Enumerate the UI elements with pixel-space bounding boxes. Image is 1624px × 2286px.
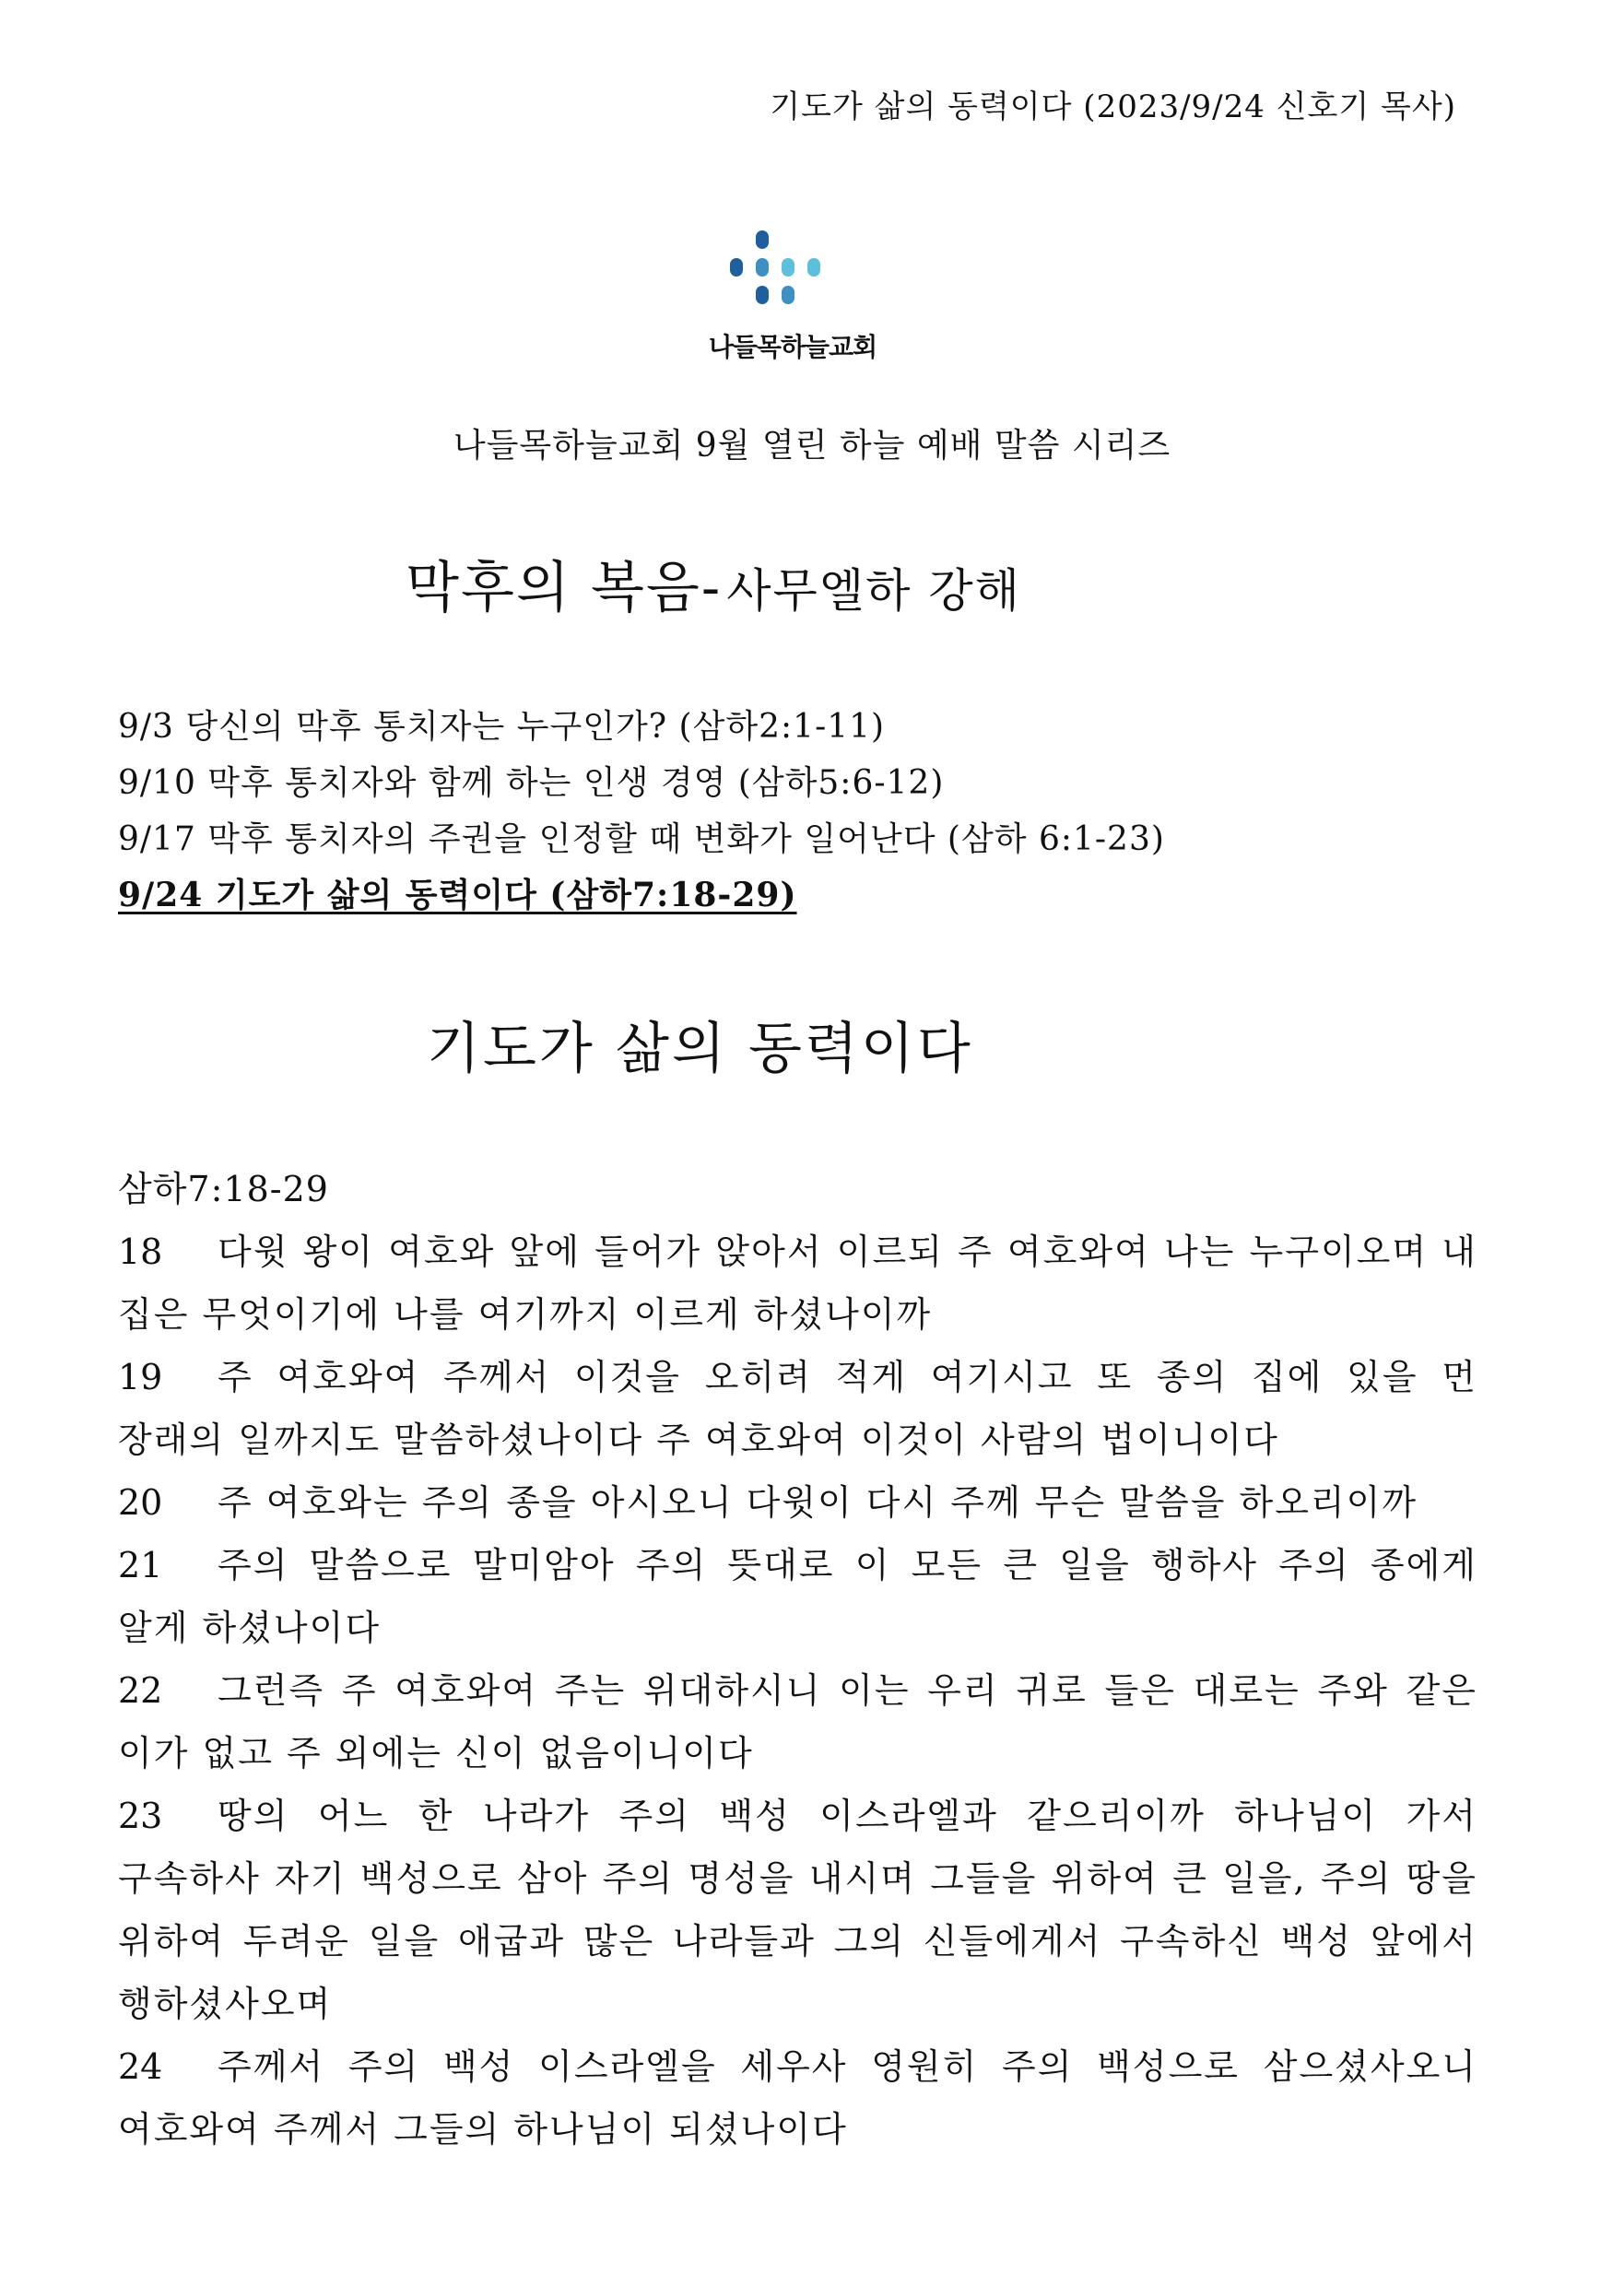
verse xyxy=(118,1346,1477,1471)
verse-number: 22 xyxy=(118,1670,163,1711)
verse xyxy=(118,2035,1477,2161)
scripture-reference: 삼하7:18-29 xyxy=(118,1169,329,1209)
verse-number: 19 xyxy=(118,1357,163,1397)
verse xyxy=(118,1534,1477,1659)
church-logo xyxy=(691,230,931,369)
verse-number: 20 xyxy=(118,1482,163,1523)
verse xyxy=(118,1785,1477,2035)
sermon-list-item: 9/3 당신의 막후 통치자는 누구인가? (삼하2:1-11) xyxy=(118,708,886,746)
sermon-list-item: 9/10 막후 통치자와 함께 하는 인생 경영 (삼하5:6-12) xyxy=(118,764,945,802)
logo-dot xyxy=(782,286,794,304)
verse-number: 18 xyxy=(118,1231,163,1272)
scripture-passage xyxy=(118,1158,1477,2161)
logo-dot xyxy=(756,258,769,277)
logo-dot xyxy=(782,258,794,277)
verse-text: 주의 말씀으로 말미암아 주의 뜻대로 이 모든 큰 일을 행하사 주의 종에게 알게 하셨나이다 xyxy=(118,1545,1477,1648)
logo-dot xyxy=(730,258,743,277)
verse-text: 주께서 주의 백성 이스라엘을 세우사 영원히 주의 백성으로 삼으셨사오니 여호와여 주께서 그들의 하나님이 되셨나이다 xyxy=(118,2046,1477,2150)
verse-text: 다윗 왕이 여호와 앞에 들어가 앉아서 이르되 주 여호와여 나는 누구이오며 내 집은 무엇이기에 나를 여기까지 이르게 하셨나이까 xyxy=(118,1231,1477,1335)
series-title-sub: 사무엘하 강해 xyxy=(726,564,1021,618)
verse xyxy=(118,1471,1477,1534)
sermon-list-item-current: 9/24 기도가 삶의 동력이다 (삼하7:18-29) xyxy=(118,876,797,914)
series-caption: 나들목하늘교회 9월 열린 하늘 예배 말씀 시리즈 xyxy=(453,427,1171,465)
verse xyxy=(118,1659,1477,1785)
document-header: 기도가 삶의 동력이다 (2023/9/24 신호기 목사) xyxy=(770,88,1456,125)
verse-text: 주 여호와여 주께서 이것을 오히려 적게 여기시고 또 종의 집에 있을 먼 장래의 일까지도 말씀하셨나이다 주 여호와여 이것이 사람의 법이니이다 xyxy=(118,1357,1477,1460)
sermon-schedule-list xyxy=(118,699,1165,924)
verse xyxy=(118,1220,1477,1346)
verse-number: 24 xyxy=(118,2046,163,2087)
verse-number: 23 xyxy=(118,1796,163,1836)
verse-text: 땅의 어느 한 나라가 주의 백성 이스라엘과 같으리이까 하나님이 가서 구속하사 자기 백성으로 삼아 주의 명성을 내시며 그들을 위하여 큰 일을, 주의 땅을 위하여 두려운 일을 애굽과 많은 나라들과 그의 신들에게서 구속하신 백성 앞에서 행하셨사오며 xyxy=(118,1796,1477,2024)
cross-dots-logo-icon xyxy=(721,230,859,323)
verse-text: 주 여호와는 주의 종을 아시오니 다윗이 다시 주께 무슨 말씀을 하오리이까 xyxy=(218,1482,1418,1523)
sermon-title: 기도가 삶의 동력이다 xyxy=(427,1017,973,1081)
series-title-main: 막후의 복음- xyxy=(406,556,723,620)
verse-text: 그런즉 주 여호와여 주는 위대하시니 이는 우리 귀로 들은 대로는 주와 같은 이가 없고 주 외에는 신이 없음이니이다 xyxy=(118,1670,1477,1773)
sermon-list-item: 9/17 막후 통치자의 주권을 인정할 때 변화가 일어난다 (삼하 6:1-23) xyxy=(118,820,1165,858)
logo-dot xyxy=(807,258,820,277)
logo-church-name: 나들목하늘교회 xyxy=(708,332,877,362)
logo-dot xyxy=(756,286,769,304)
verse-number: 21 xyxy=(118,1545,163,1585)
logo-dot xyxy=(756,230,769,249)
series-title xyxy=(406,544,1021,623)
